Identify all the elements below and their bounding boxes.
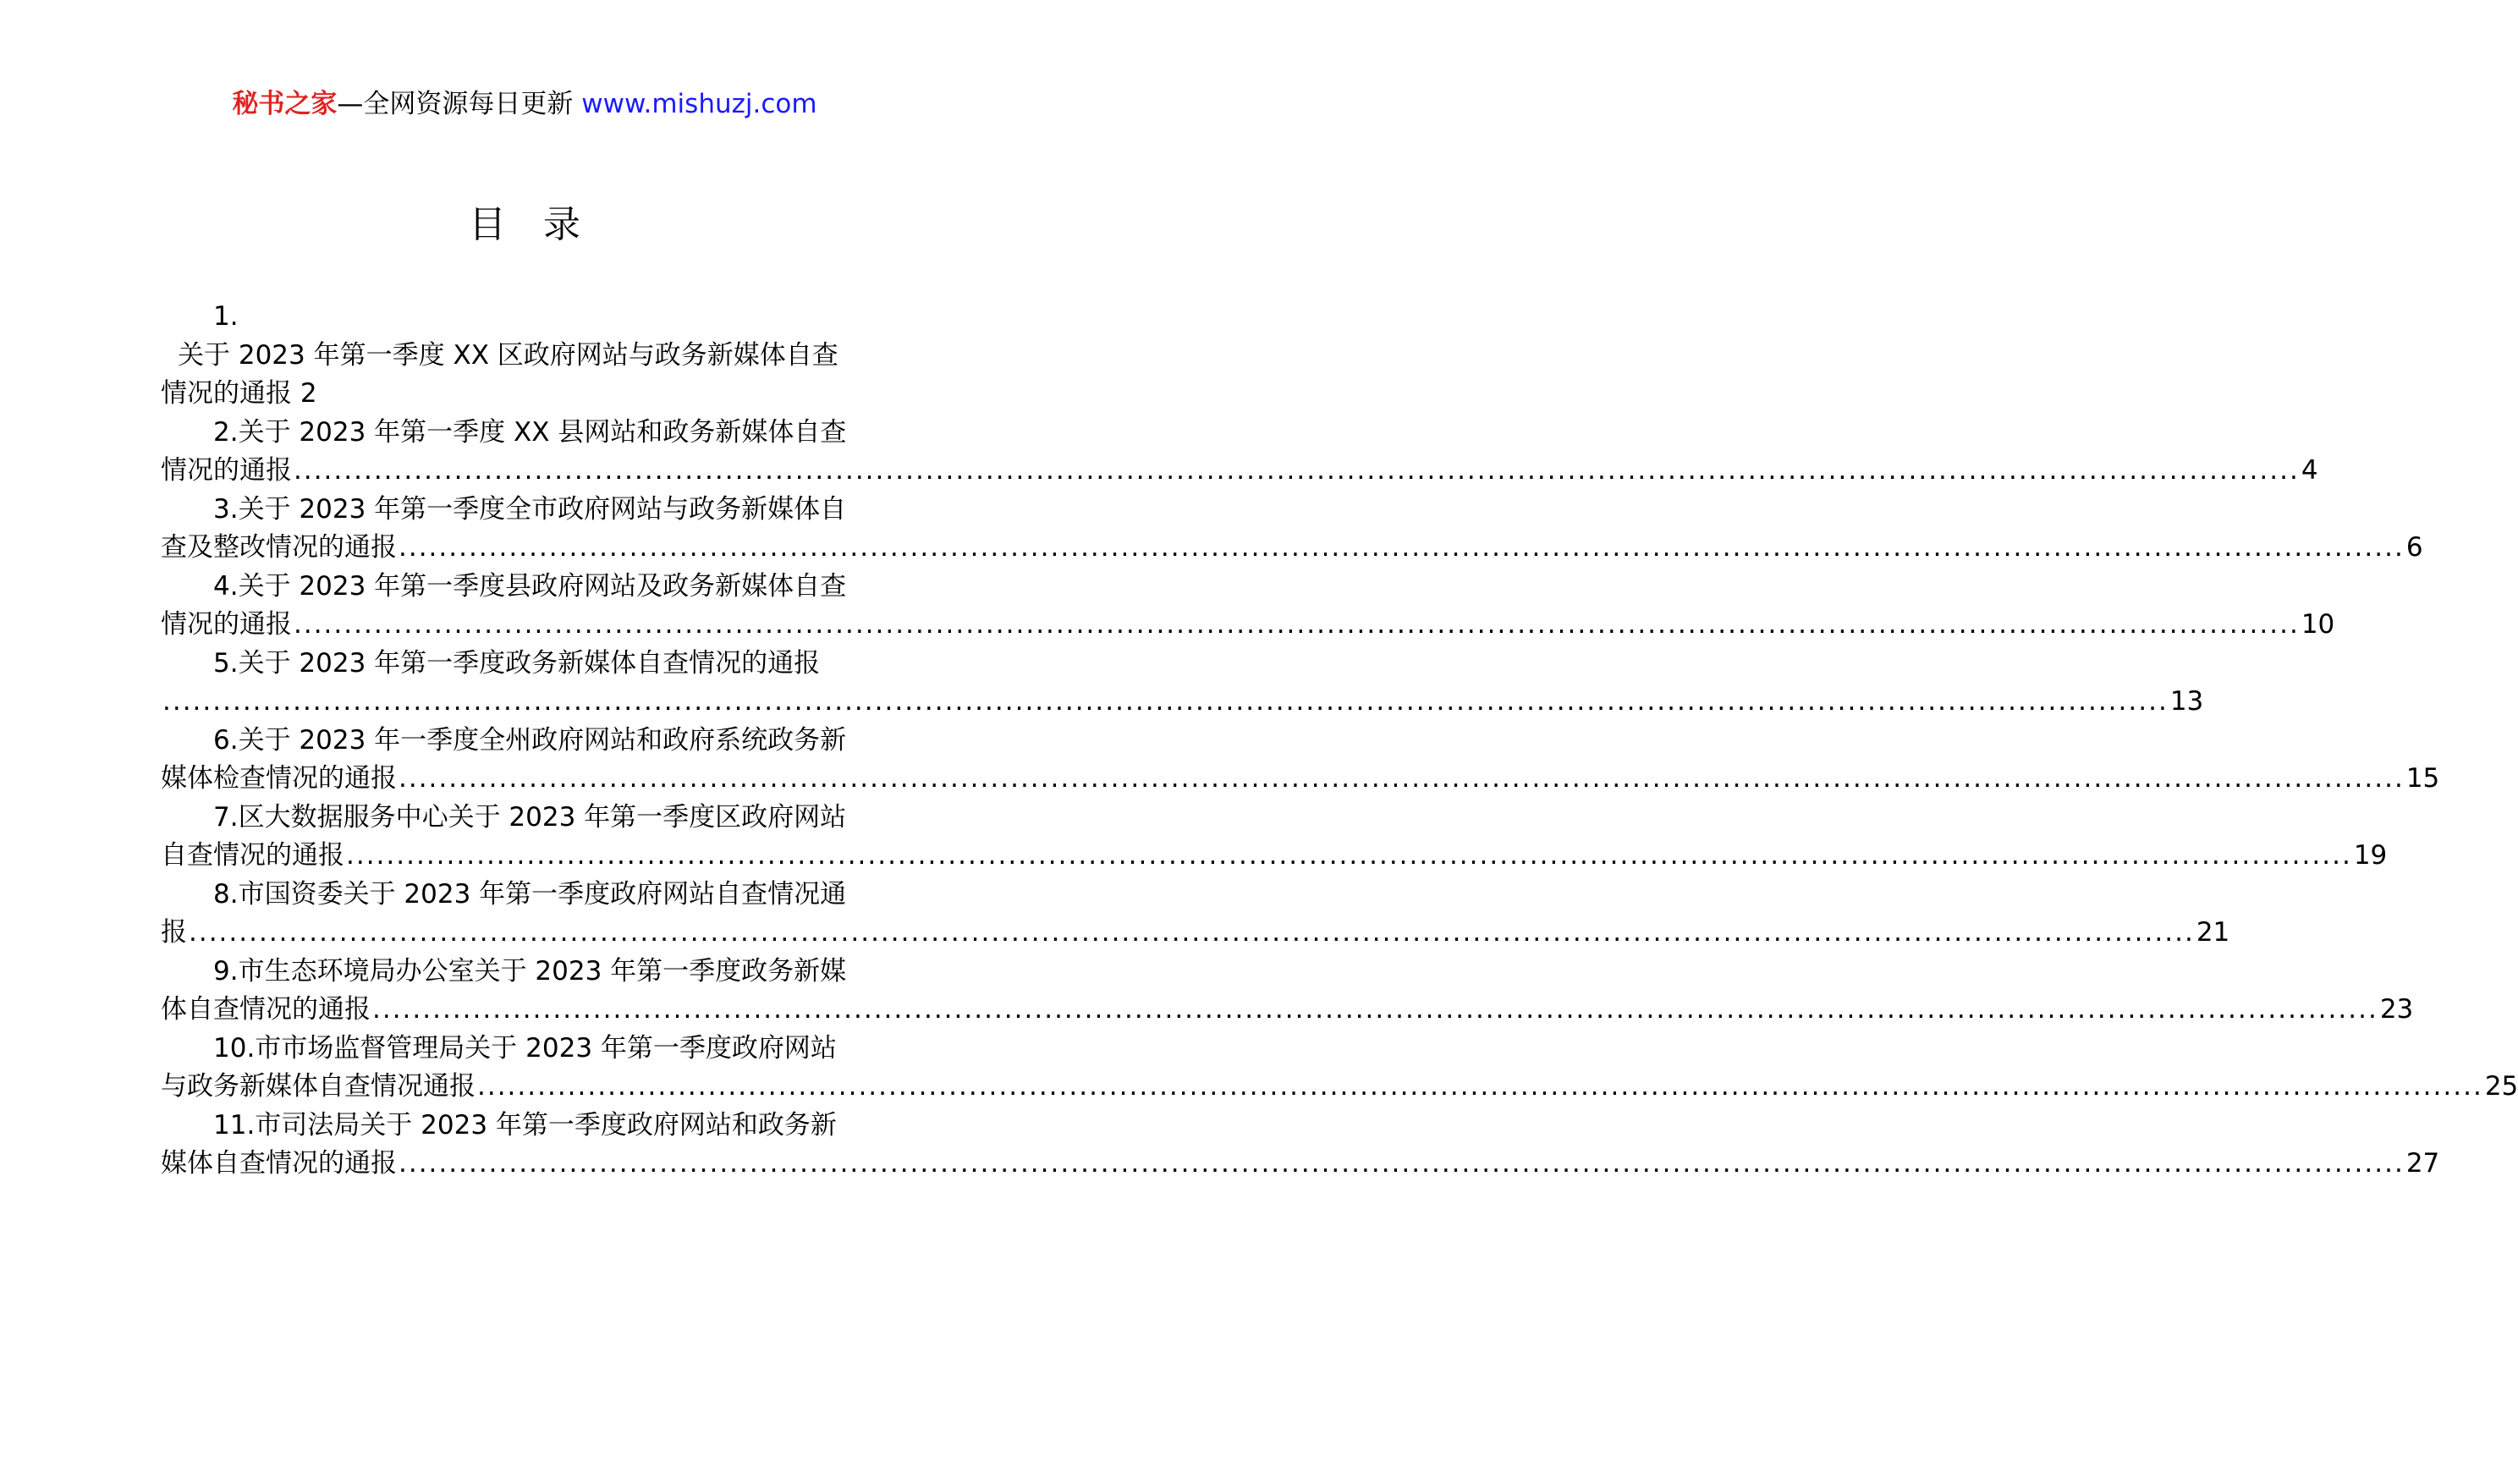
site-header: [0, 87, 1049, 121]
toc-entry-title: 7.区大数据服务中心关于 2023 年第一季度区政府网站: [213, 801, 847, 833]
toc-entry-leader-line: [161, 606, 2335, 645]
dot-leader: ........................................................................................................................................................................................................: [294, 455, 2300, 486]
toc-entry-title: 5.关于 2023 年第一季度政务新媒体自查情况的通报: [213, 647, 821, 679]
toc-entry-leader-line: [161, 837, 2388, 876]
toc-entry-title: 2.关于 2023 年第一季度 XX 县网站和政务新媒体自查: [213, 416, 847, 448]
toc-page-number: 19: [2353, 840, 2388, 871]
dot-leader: ........................................................................................................................................................................................................: [162, 686, 2169, 717]
toc-entry-leader-line: [161, 760, 2440, 799]
dot-leader: ........................................................................................................................................................................................................: [399, 532, 2405, 563]
toc-entry-leader-line: [161, 452, 2318, 491]
toc-page-number: 4: [2301, 455, 2318, 486]
toc-entry-6[interactable]: [161, 722, 2440, 799]
toc-entry-4[interactable]: [161, 568, 2335, 645]
toc-entry-continuation: 情况的通报 2: [161, 378, 317, 409]
toc-entries: [161, 414, 2518, 1184]
toc-entry-5[interactable]: [161, 645, 2204, 722]
slogan: —全网资源每日更新: [337, 89, 582, 119]
toc-entry-3[interactable]: [161, 491, 2423, 568]
toc-entry-leader-line: [161, 1145, 2440, 1184]
dot-leader: ........................................................................................................................................................................................................: [346, 840, 2352, 871]
dot-leader: ........................................................................................................................................................................................................: [477, 1071, 2483, 1102]
toc-entry-title: 10.市市场监督管理局关于 2023 年第一季度政府网站: [213, 1032, 837, 1064]
toc-entry-continuation: 媒体自查情况的通报: [161, 1148, 397, 1179]
toc-entry-number: 1.: [213, 301, 239, 332]
dot-leader: ........................................................................................................................................................................................................: [399, 763, 2405, 794]
toc-entry-continuation: 与政务新媒体自查情况通报: [161, 1071, 476, 1102]
toc-page-number: 15: [2405, 763, 2440, 794]
toc-entry-continuation: 报: [161, 917, 187, 948]
site-url-link[interactable]: www.mishuzj.com: [581, 89, 817, 119]
toc-entry-continuation: 情况的通报: [161, 455, 292, 486]
toc-page-number: 10: [2301, 609, 2335, 640]
toc-entry-continuation: 情况的通报: [161, 609, 292, 640]
toc-page-number: 13: [2169, 686, 2204, 717]
toc-entry-title: 4.关于 2023 年第一季度县政府网站及政务新媒体自查: [213, 570, 847, 602]
toc-entry-leader-line: [161, 529, 2423, 568]
table-of-contents: [161, 298, 2518, 1184]
toc-entry-title: 6.关于 2023 年一季度全州政府网站和政府系统政务新: [213, 724, 847, 756]
toc-entry-7[interactable]: [161, 799, 2388, 876]
toc-entry-leader-line: [161, 914, 2230, 953]
toc-entry-title: 3.关于 2023 年第一季度全市政府网站与政务新媒体自: [213, 493, 847, 525]
toc-entry-leader-line: [161, 683, 2204, 722]
toc-entry-9[interactable]: [161, 953, 2414, 1030]
toc-entry-11[interactable]: [161, 1107, 2440, 1184]
toc-entry-continuation: 自查情况的通报: [161, 840, 344, 871]
toc-entry-title: 11.市司法局关于 2023 年第一季度政府网站和政务新: [213, 1109, 837, 1140]
toc-entry-2[interactable]: [161, 414, 2318, 491]
toc-entry-title: 8.市国资委关于 2023 年第一季度政府网站自查情况通: [213, 878, 847, 910]
page-title: 目 录: [469, 203, 580, 246]
toc-entry-leader-line: [161, 1068, 2518, 1107]
toc-entry-continuation: 体自查情况的通报: [161, 994, 371, 1025]
toc-entry-8[interactable]: [161, 876, 2230, 953]
toc-page-number: 21: [2196, 917, 2230, 948]
toc-entry-continuation: 媒体检查情况的通报: [161, 763, 397, 794]
brand-name: 秘书之家: [232, 89, 338, 119]
toc-entry-title: 关于 2023 年第一季度 XX 区政府网站与政务新媒体自查: [178, 339, 838, 371]
toc-entry-leader-line: [161, 991, 2414, 1030]
toc-entry-1[interactable]: [161, 298, 895, 414]
toc-entry-title: 9.市生态环境局办公室关于 2023 年第一季度政务新媒: [213, 955, 847, 987]
toc-entry-10[interactable]: [161, 1030, 2518, 1107]
toc-page-number: 27: [2405, 1148, 2440, 1179]
toc-page-number: 23: [2379, 994, 2414, 1025]
dot-leader: ........................................................................................................................................................................................................: [294, 609, 2300, 640]
dot-leader: ........................................................................................................................................................................................................: [372, 994, 2378, 1025]
toc-page-number: 6: [2405, 532, 2423, 563]
toc-page-number: 25: [2484, 1071, 2518, 1102]
toc-entry-continuation: 查及整改情况的通报: [161, 532, 397, 563]
dot-leader: ........................................................................................................................................................................................................: [189, 917, 2195, 948]
dot-leader: ........................................................................................................................................................................................................: [399, 1148, 2405, 1179]
